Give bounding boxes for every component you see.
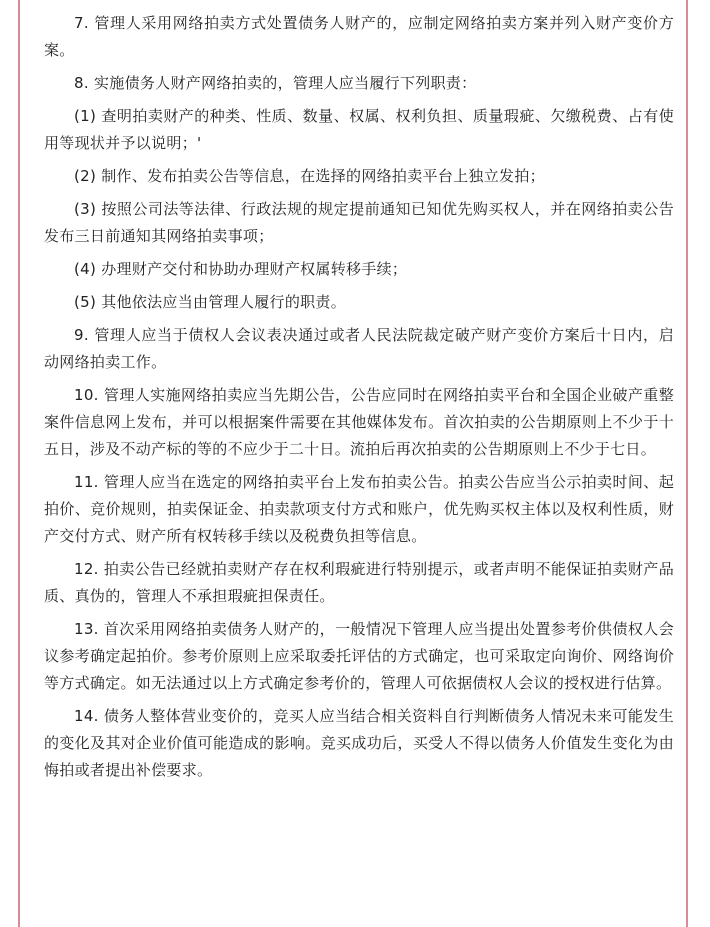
clause-11: 11. 管理人应当在选定的网络拍卖平台上发布拍卖公告。拍卖公告应当公示拍卖时间、起拍价、竞价规则，拍卖保证金、拍卖款项支付方式和账户，优先购买权主体以及权利性质，财产交付方式、财产所有权转移手续以及税费负担等信息。 [44,473,674,545]
clause-8-item-3: (3) 按照公司法等法律、行政法规的规定提前通知已知优先购买权人，并在网络拍卖公告发布三日前通知其网络拍卖事项； [44,200,674,245]
clause-10: 10. 管理人实施网络拍卖应当先期公告，公告应同时在网络拍卖平台和全国企业破产重整案件信息网上发布，并可以根据案件需要在其他媒体发布。首次拍卖的公告期原则上不少于十五日，涉及不动产标的等的不应少于二十日。流拍后再次拍卖的公告期原则上不少于七日。 [44,386,674,458]
clause-9: 9. 管理人应当于债权人会议表决通过或者人民法院裁定破产财产变价方案后十日内，启动网络拍卖工作。 [44,326,674,371]
clause-8-item-2: (2) 制作、发布拍卖公告等信息，在选择的网络拍卖平台上独立发拍； [74,167,545,185]
clause-8: 8. 实施债务人财产网络拍卖的，管理人应当履行下列职责： [74,74,477,92]
clause-12: 12. 拍卖公告已经就拍卖财产存在权利瑕疵进行特别提示，或者声明不能保证拍卖财产品质、真伪的，管理人不承担瑕疵担保责任。 [44,560,674,605]
document-body [44,10,674,790]
clause-14: 14. 债务人整体营业变价的，竞买人应当结合相关资料自行判断债务人情况未来可能发生的变化及其对企业价值可能造成的影响。竞买成功后，买受人不得以债务人价值发生变化为由悔拍或者提出补偿要求。 [44,707,674,779]
clause-8-item-4: (4) 办理财产交付和协助办理财产权属转移手续； [74,260,408,278]
clause-13: 13. 首次采用网络拍卖债务人财产的，一般情况下管理人应当提出处置参考价供债权人会议参考确定起拍价。参考价原则上应采取委托评估的方式确定，也可采取定向询价、网络询价等方式确定。如无法通过以上方式确定参考价的，管理人可依据债权人会议的授权进行估算。 [44,620,674,692]
clause-7: 7. 管理人采用网络拍卖方式处置债务人财产的，应制定网络拍卖方案并列入财产变价方案。 [44,14,674,59]
clause-8-item-5: (5) 其他依法应当由管理人履行的职责。 [74,293,347,311]
clause-8-item-1: (1) 查明拍卖财产的种类、性质、数量、权属、权利负担、质量瑕疵、欠缴税费、占有使用等现状并予以说明；' [44,107,674,152]
